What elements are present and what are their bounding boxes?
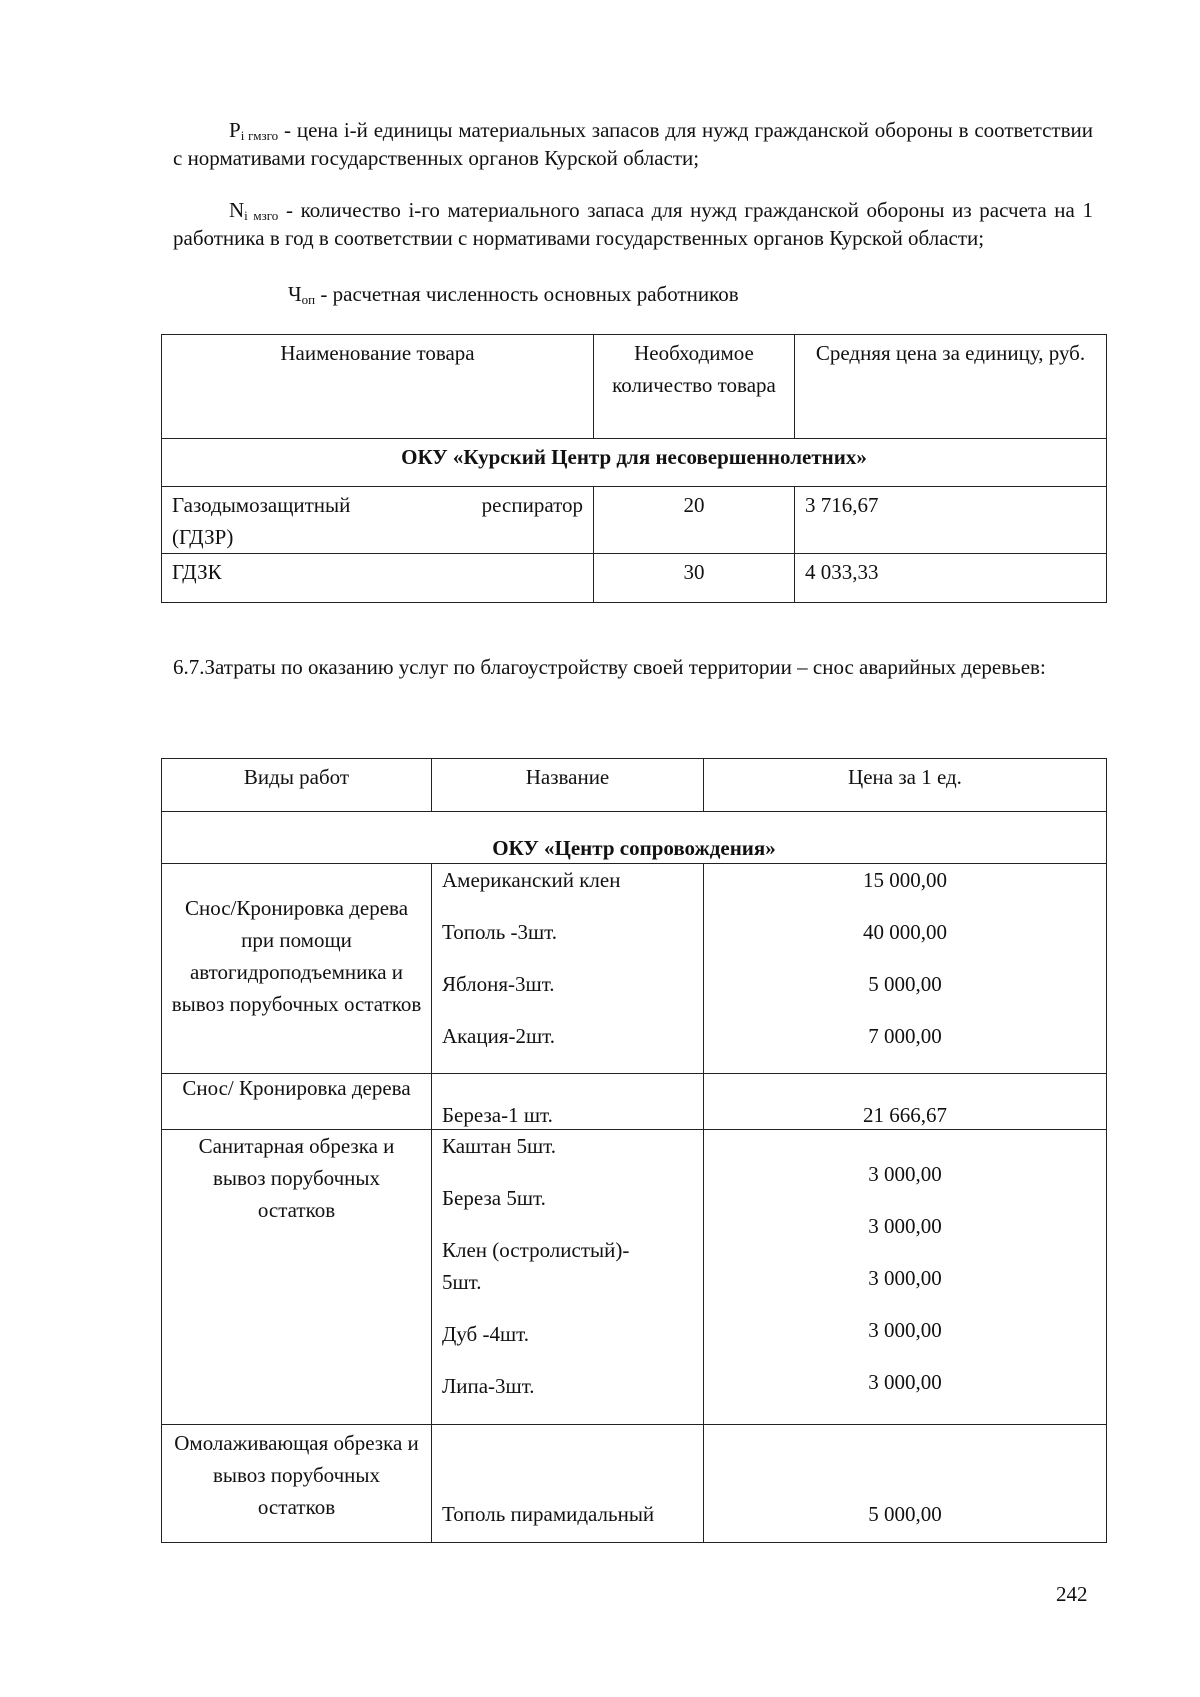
item-names-cell: [432, 864, 704, 1074]
symbol-n-subscript: i мзго: [244, 208, 279, 223]
price-value: 21 666,67: [704, 1074, 1107, 1130]
price-value: 15 000,00: [863, 868, 947, 892]
work-type-cell: Снос/ Кронировка дерева: [162, 1074, 432, 1130]
definition-ch: [288, 280, 1088, 308]
product-cell: [162, 487, 594, 554]
quantity-cell: 30: [594, 554, 795, 603]
definition-p-text: - цена i-й единицы материальных запасов для нужд гражданской обороны в соответствии с нормативами государственных органов Курской области;: [173, 118, 1093, 170]
price-value: 5 000,00: [868, 972, 942, 996]
list-item: Американский клен: [442, 868, 621, 892]
list-item: 5шт.: [442, 1270, 482, 1294]
product-name-part2: респиратор: [481, 493, 583, 517]
work-type-cell: Санитарная обрезка и вывоз порубочных остатков: [162, 1130, 432, 1425]
item-names-cell: Тополь пирамидальный: [432, 1425, 704, 1543]
header-quantity: Необходимое количество товара: [594, 335, 795, 439]
symbol-p: P: [229, 118, 241, 142]
section-6-7-heading: 6.7.Затраты по оказанию услуг по благоустройству своей территории – снос аварийных деревьев:: [173, 655, 1046, 679]
quantity-cell: 20: [594, 487, 795, 554]
header-work-type: Виды работ: [162, 759, 432, 812]
price-value: 3 000,00: [868, 1214, 942, 1238]
product-name-part3: (ГДЗР): [172, 525, 234, 549]
work-type-cell: Омолаживающая обрезка и вывоз порубочных остатков: [162, 1425, 432, 1543]
price-value: 40 000,00: [863, 920, 947, 944]
table-row: [162, 1130, 1107, 1425]
definition-n-text: - количество i-го материального запаса для нужд гражданской обороны из расчета на 1 работника в год в соответствии с нормативами государственных органов Курской области;: [173, 198, 1093, 250]
definition-ch-text: - расчетная численность основных работников: [315, 282, 739, 306]
list-item: Клен (остролистый)-: [442, 1238, 630, 1262]
symbol-ch-subscript: оп: [301, 292, 316, 307]
header-item-name: Название: [432, 759, 704, 812]
page-number: 242: [1056, 1582, 1088, 1606]
price-cell: 4 033,33: [795, 554, 1107, 603]
table-section-row: [162, 812, 1107, 864]
table-row: [162, 487, 1107, 554]
work-type-cell: Снос/Кронировка дерева при помощи автогидроподъемника и вывоз порубочных остатков: [162, 864, 432, 1074]
prices-cell: [704, 864, 1107, 1074]
table-header-row: [162, 335, 1107, 439]
list-item: Акация-2шт.: [442, 1024, 556, 1048]
tree-works-table: [161, 758, 1107, 1543]
table-row: [162, 864, 1107, 1074]
prices-cell: [704, 1130, 1107, 1425]
list-item: Дуб -4шт.: [442, 1322, 529, 1346]
list-item: Липа-3шт.: [442, 1374, 535, 1398]
price-value: 7 000,00: [868, 1024, 942, 1048]
definition-p: [173, 116, 1093, 172]
list-item: Береза 5шт.: [442, 1186, 546, 1210]
product-name-part1: Газодымозащитный: [172, 493, 351, 517]
definition-n: [173, 196, 1093, 252]
list-item: Яблоня-3шт.: [442, 972, 555, 996]
price-value: 3 000,00: [868, 1318, 942, 1342]
product-cell: ГДЗК: [162, 554, 594, 603]
price-value: 5 000,00: [704, 1425, 1107, 1543]
item-names-cell: Береза-1 шт.: [432, 1074, 704, 1130]
header-avg-price: Средняя цена за единицу, руб.: [795, 335, 1107, 439]
header-product-name: Наименование товара: [162, 335, 594, 439]
price-value: 3 000,00: [868, 1266, 942, 1290]
section-org-name: ОКУ «Центр сопровождения»: [162, 812, 1107, 864]
section-org-name: ОКУ «Курский Центр для несовершеннолетних»: [162, 439, 1107, 487]
list-item: Каштан 5шт.: [442, 1134, 556, 1158]
price-cell: 3 716,67: [795, 487, 1107, 554]
table-header-row: [162, 759, 1107, 812]
materials-table: [161, 334, 1107, 603]
table-row: [162, 554, 1107, 603]
list-item: Тополь -3шт.: [442, 920, 558, 944]
header-unit-price: Цена за 1 ед.: [704, 759, 1107, 812]
table-section-row: [162, 439, 1107, 487]
symbol-ch: Ч: [288, 282, 302, 306]
table-row: [162, 1074, 1107, 1130]
item-names-cell: [432, 1130, 704, 1425]
table-row: [162, 1425, 1107, 1543]
symbol-n: N: [229, 198, 245, 222]
symbol-p-subscript: i гмзго: [240, 128, 279, 143]
price-value: 3 000,00: [868, 1370, 942, 1394]
price-value: 3 000,00: [868, 1162, 942, 1186]
